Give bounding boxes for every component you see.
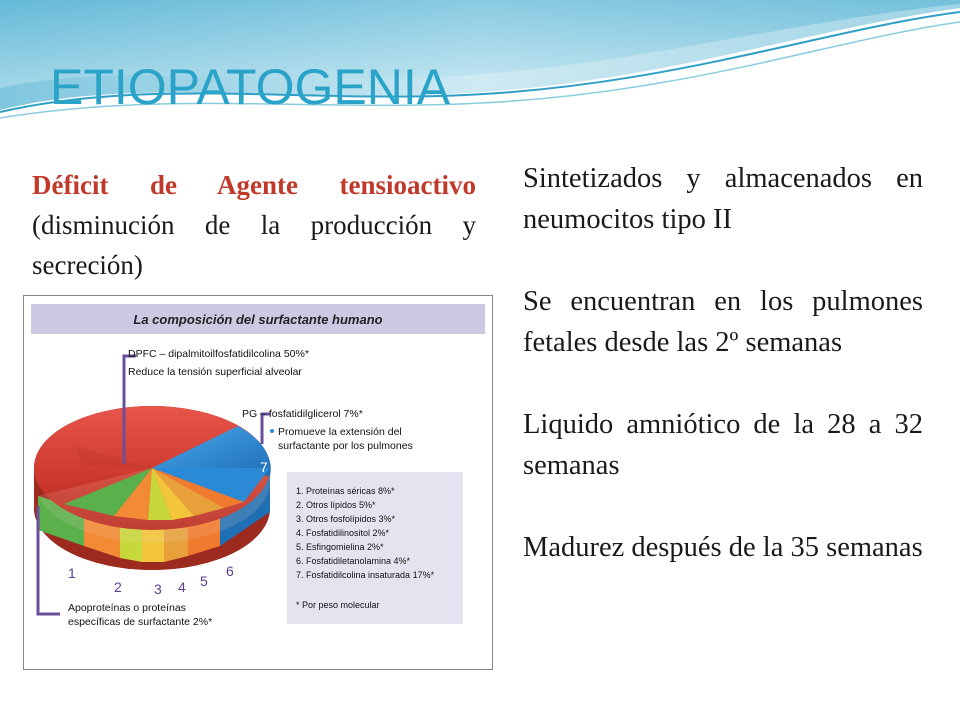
fact-synthesis: Sintetizados y almacenados en neumocitos tipo II xyxy=(523,163,923,235)
pg-note-1: Promueve la extensión del xyxy=(278,426,402,438)
pie-number-2: 2 xyxy=(114,579,122,595)
pg-note-2: surfactante por los pulmones xyxy=(278,440,413,452)
pie-number-5: 5 xyxy=(200,573,208,589)
fact-maturity: Madurez después de la 35 semanas xyxy=(523,532,923,563)
legend-item-1: 1. Proteínas séricas 8%* xyxy=(296,486,395,496)
fact-amniotic-fluid: Liquido amniótico de la 28 a 32 semanas xyxy=(523,409,923,481)
legend-item-4: 4. Fosfatidilinositol 2%* xyxy=(296,528,390,538)
surfactant-deficit-text xyxy=(32,165,476,285)
pie-number-6: 6 xyxy=(226,563,234,579)
apo-label-2: específicas de surfactante 2%* xyxy=(68,616,213,628)
apo-label-1: Apoproteínas o proteínas xyxy=(68,602,186,614)
pg-label: PG – fosfatidilglicerol 7%* xyxy=(242,408,363,420)
dpfc-label: DPFC – dipalmitoilfosfatidilcolina 50%* xyxy=(128,348,309,360)
legend-item-2: 2. Otros lípidos 5%* xyxy=(296,500,376,510)
surfactant-composition-figure xyxy=(23,295,493,670)
slide-title: ETIOPATOGENIA xyxy=(50,59,451,115)
pie-number-4: 4 xyxy=(178,579,186,595)
legend-item-7: 7. Fosfatidilcolina insaturada 17%* xyxy=(296,570,435,580)
pie-chart xyxy=(34,406,271,570)
legend-item-5: 5. Esfingomielina 2%* xyxy=(296,542,384,552)
pie-number-1: 1 xyxy=(68,565,76,581)
figure-title: La composición del surfactante humano xyxy=(133,312,383,327)
legend-item-3: 3. Otros fosfolípidos 3%* xyxy=(296,514,396,524)
dpfc-note: Reduce la tensión superficial alveolar xyxy=(128,366,302,378)
surfactant-facts xyxy=(523,158,923,568)
deficit-highlight: Déficit de Agente tensioactivo xyxy=(32,170,476,200)
fact-fetal-lungs: Se encuentran en los pulmones fetales desde las 2º semanas xyxy=(523,286,923,358)
pie-number-7: 7 xyxy=(260,459,268,475)
pie-number-3: 3 xyxy=(154,581,162,597)
deficit-explanation: (disminución de la producción y secreción) xyxy=(32,210,476,280)
legend-footnote: * Por peso molecular xyxy=(296,600,380,610)
legend-item-6: 6. Fosfatidiletanolamina 4%* xyxy=(296,556,411,566)
